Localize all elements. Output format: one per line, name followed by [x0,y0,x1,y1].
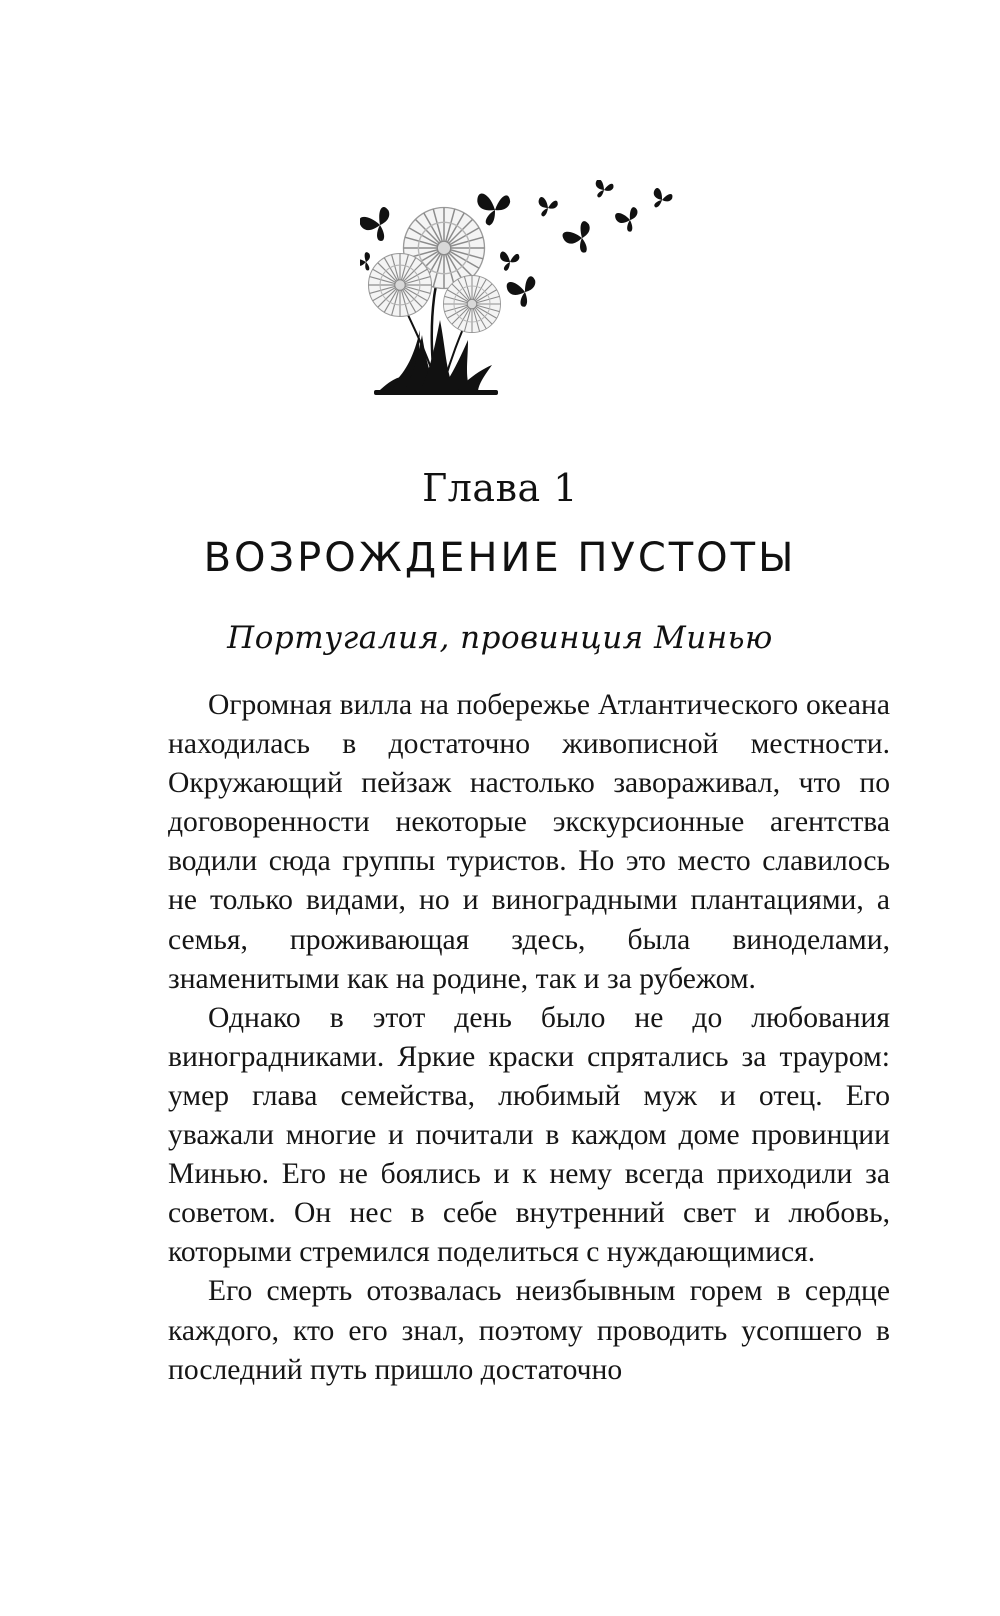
paragraph: Его смерть отозвалась неизбывным горем в сердце каждого, кто его знал, поэтому проводить усопшего в последний путь пришло достаточно [168,1275,890,1386]
dandelion-butterflies-icon [360,180,690,410]
paragraph: Однако в этот день было не до любования виноградниками. Яркие краски спрятались за трауром: умер глава семейства, любимый муж и отец. Его уважали многие и почитали в каждом доме провинции Минью. Его не боялись и к нему всегда приходили за советом. Он нес в себе внутренний свет и любовь, которыми стремился поделиться с нуждающимися. [168,1001,890,1269]
paragraph: Огромная вилла на побережье Атлантического океана находилась в достаточно живописной местности. Окружающий пейзаж настолько завораживал, что по договоренности некоторые экскурсионные агентства водили сюда группы туристов. Но это место славилось не только видами, но и виноградными плантациями, а семья, проживающая здесь, была виноделами, знаменитыми как на родине, так и за рубежом. [168,689,890,995]
chapter-label: Глава 1 [422,466,578,510]
chapter-location-subtitle: Португалия, провинция Минью [227,620,773,656]
body-text [168,686,890,1390]
chapter-title: ВОЗРОЖДЕНИЕ ПУСТОТЫ [203,535,797,581]
